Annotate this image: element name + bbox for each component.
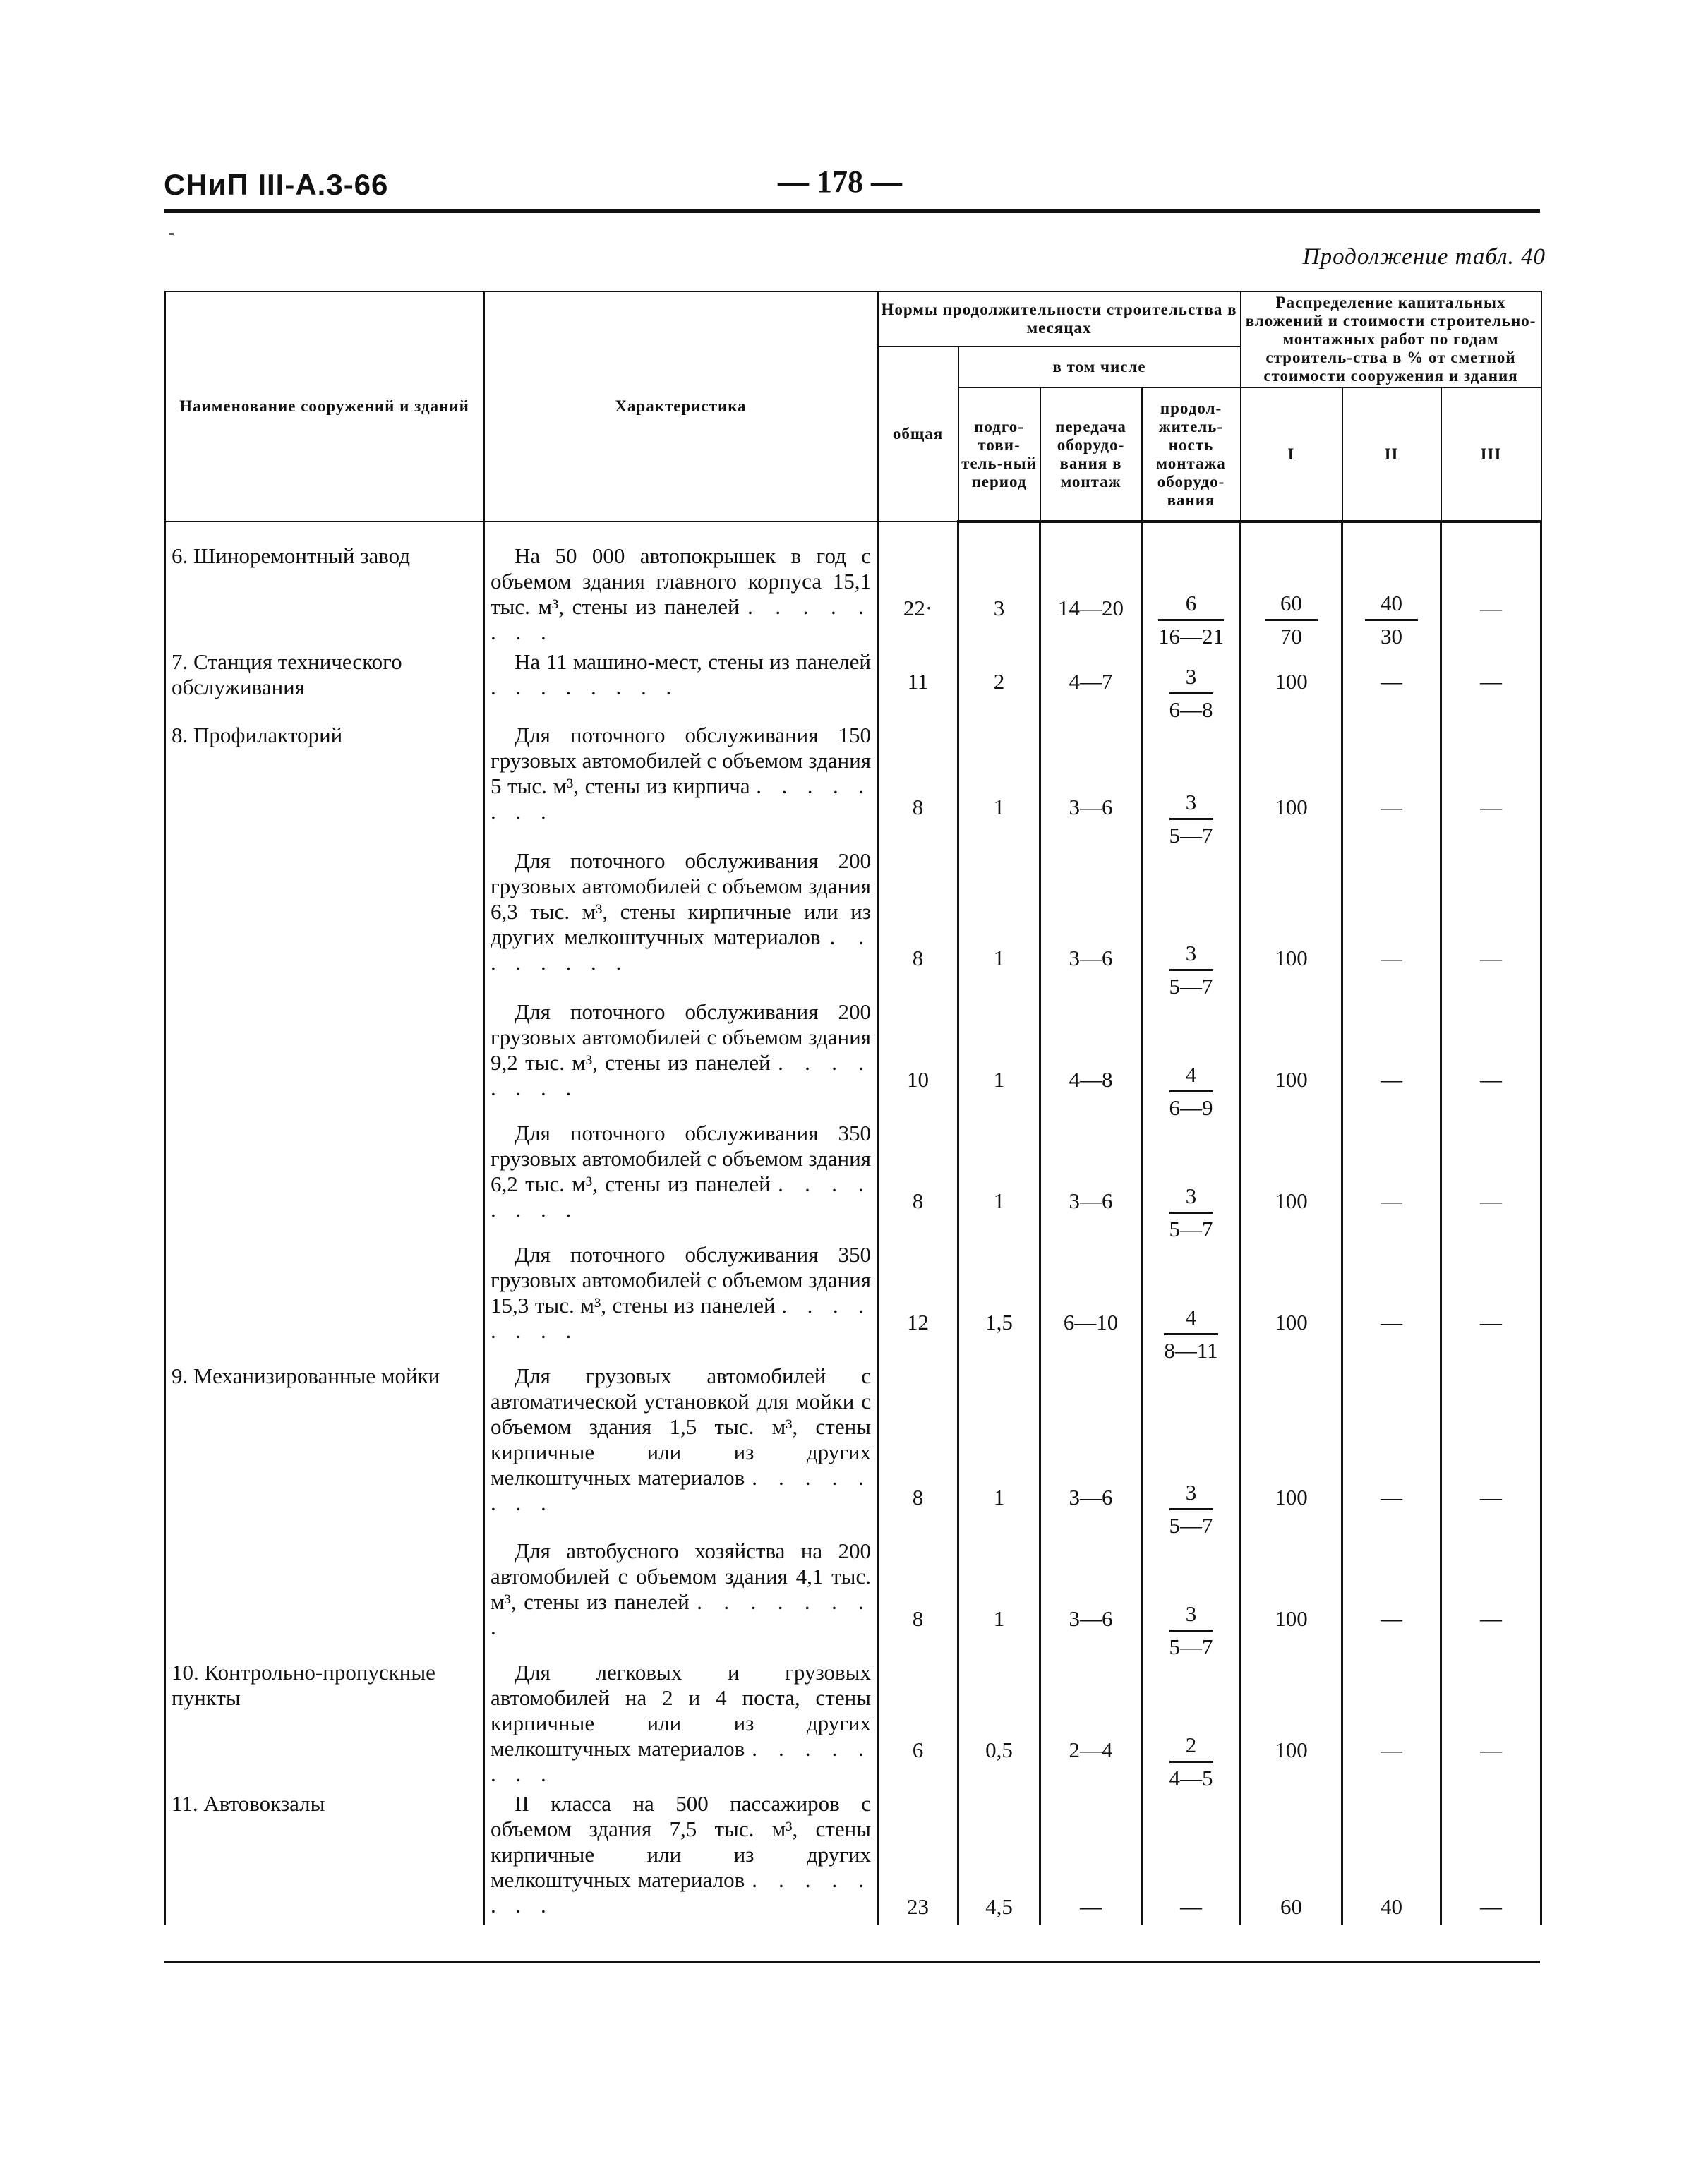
characteristic-body: Для поточного обслуживания 200 грузовых автомобилей с объемом здания 6,3 тыс. м³, стены кирпичные или из других мелкоштучных материалов	[491, 848, 871, 949]
cell-year-1-value: 100	[1275, 1485, 1308, 1510]
cell-install-duration	[1142, 1538, 1241, 1660]
fraction-denominator: 5—7	[1169, 1513, 1213, 1538]
leader-dots: . . . . . . . .	[491, 925, 872, 975]
header-total: общая	[878, 347, 958, 522]
table-row	[165, 1121, 1541, 1242]
cell-preparatory	[958, 1242, 1040, 1363]
cell-name	[165, 1538, 484, 1660]
document-code: СНиП III-А.3-66	[164, 168, 389, 201]
cell-install-duration	[1142, 848, 1241, 999]
leader-dots: . . . . . . . .	[491, 1867, 871, 1917]
cell-preparatory	[958, 848, 1040, 999]
cell-year-3-value: —	[1480, 1606, 1503, 1631]
cell-year-1-value: 60	[1280, 1894, 1303, 1919]
header-distribution-group: Распределение капитальных вложений и стоимости строительно-монтажных работ по годам строитель-ства в % от сметной стоимости сооружения и здания	[1241, 291, 1541, 387]
cell-transfer-value: 3—6	[1069, 1188, 1113, 1213]
cell-year-2-value: —	[1381, 1485, 1403, 1510]
cell-year-2	[1342, 1242, 1441, 1363]
cell-name	[165, 1363, 484, 1538]
page-header	[164, 161, 1540, 212]
leader-dots: . . . . . . . .	[491, 1736, 871, 1786]
cell-characteristic	[484, 522, 878, 649]
characteristic-text	[491, 999, 871, 1101]
cell-preparatory-value: 4,5	[985, 1894, 1013, 1919]
cell-install-duration	[1142, 522, 1241, 649]
cell-year-3	[1441, 1121, 1541, 1242]
characteristic-body: Для легковых и грузовых автомобилей на 2 и 4 поста, стены кирпичные или из других мелкоштучных материалов	[491, 1660, 871, 1761]
cell-install-duration	[1142, 1660, 1241, 1791]
cell-year-2	[1342, 1538, 1441, 1660]
header-install-duration: продол-житель-ность монтажа оборудо-вания	[1142, 387, 1241, 522]
cell-characteristic	[484, 723, 878, 848]
cell-transfer-value: 14—20	[1058, 596, 1124, 620]
header-year-2: II	[1342, 387, 1441, 522]
cell-preparatory	[958, 999, 1040, 1121]
structure-name: 11. Автовокзалы	[172, 1791, 325, 1816]
cell-total-value: 22·	[903, 596, 933, 620]
cell-transfer-value: 3—6	[1069, 946, 1113, 970]
fraction-denominator: 6—9	[1169, 1095, 1213, 1120]
fraction-numerator: 3	[1169, 941, 1213, 971]
fraction-denominator: 6—8	[1169, 697, 1213, 722]
cell-preparatory	[958, 1538, 1040, 1660]
cell-transfer-value: 4—7	[1069, 669, 1113, 694]
cell-preparatory-value: 1	[993, 946, 1005, 970]
characteristic-body: На 11 машино-мест, стены из панелей	[515, 649, 871, 674]
cell-characteristic	[484, 848, 878, 999]
cell-name	[165, 1791, 484, 1925]
characteristic-body: Для поточного обслуживания 200 грузовых автомобилей с объемом здания 9,2 тыс. м³, стены из панелей	[491, 999, 871, 1075]
fraction	[1169, 941, 1213, 999]
cell-year-3-value: —	[1480, 1738, 1503, 1762]
header-year-1: I	[1241, 387, 1342, 522]
cell-preparatory	[958, 649, 1040, 723]
cell-characteristic	[484, 1660, 878, 1791]
cell-name	[165, 1242, 484, 1363]
cell-characteristic	[484, 1363, 878, 1538]
fraction-numerator: 3	[1169, 1601, 1213, 1632]
table-row	[165, 1242, 1541, 1363]
cell-year-1	[1241, 1242, 1342, 1363]
cell-install-duration	[1142, 1121, 1241, 1242]
cell-transfer-value: 4—8	[1069, 1067, 1113, 1092]
cell-install-duration	[1142, 999, 1241, 1121]
characteristic-body: Для поточного обслуживания 150 грузовых автомобилей с объемом здания 5 тыс. м³, стены из кирпича	[491, 723, 871, 798]
fraction	[1169, 1601, 1213, 1660]
cell-year-3-value: —	[1480, 669, 1503, 694]
cell-year-1	[1241, 1660, 1342, 1791]
cell-year-2-value: —	[1381, 1067, 1403, 1092]
cell-preparatory-value: 2	[993, 669, 1005, 694]
header-including: в том числе	[958, 347, 1241, 387]
fraction-numerator: 6	[1158, 591, 1224, 621]
characteristic-body: Для поточного обслуживания 350 грузовых автомобилей с объемом здания 15,3 тыс. м³, стены из панелей	[491, 1242, 871, 1318]
cell-preparatory	[958, 1121, 1040, 1242]
fraction	[1169, 664, 1213, 723]
header-name: Наименование сооружений и зданий	[165, 291, 484, 522]
fraction-numerator: 3	[1169, 1184, 1213, 1214]
cell-year-3-value: —	[1480, 1067, 1503, 1092]
cell-characteristic	[484, 649, 878, 723]
table-row	[165, 1791, 1541, 1925]
cell-total-value: 23	[907, 1894, 929, 1919]
cell-install-duration	[1142, 1242, 1241, 1363]
fraction-denominator: 5—7	[1169, 974, 1213, 999]
fraction-denominator: 5—7	[1169, 1217, 1213, 1241]
characteristic-body: На 50 000 автопокрышек в год с объемом здания главного корпуса 15,1 тыс. м³, стены из панелей	[491, 543, 871, 619]
cell-characteristic	[484, 1121, 878, 1242]
fraction-denominator: 8—11	[1164, 1338, 1218, 1363]
cell-year-2	[1342, 1121, 1441, 1242]
characteristic-text	[491, 723, 871, 824]
leader-dots: . . . . . . . .	[491, 1293, 872, 1343]
cell-year-1	[1241, 999, 1342, 1121]
table-row	[165, 649, 1541, 723]
cell-year-1	[1241, 1363, 1342, 1538]
cell-total-value: 11	[907, 669, 929, 694]
characteristic-text	[491, 1791, 871, 1918]
cell-preparatory-value: 1,5	[985, 1310, 1013, 1335]
fraction	[1365, 591, 1418, 649]
cell-year-1	[1241, 1121, 1342, 1242]
cell-preparatory	[958, 1363, 1040, 1538]
cell-year-3	[1441, 1538, 1541, 1660]
characteristic-body: Для автобусного хозяйства на 200 автомобилей с объемом здания 4,1 тыс. м³, стены из панелей	[491, 1538, 871, 1614]
cell-install-duration	[1142, 1363, 1241, 1538]
characteristic-text	[491, 1538, 871, 1640]
cell-preparatory	[958, 1660, 1040, 1791]
fraction-numerator: 3	[1169, 1480, 1213, 1510]
cell-name	[165, 522, 484, 649]
cell-year-1-value: 100	[1275, 795, 1308, 819]
cell-year-3	[1441, 723, 1541, 848]
cell-year-2	[1342, 522, 1441, 649]
leader-dots: . . . . . . . .	[491, 675, 679, 699]
cell-preparatory-value: 1	[993, 1188, 1005, 1213]
cell-transfer	[1040, 1363, 1142, 1538]
cell-characteristic	[484, 1242, 878, 1363]
header-norms-group: Нормы продолжительности строительства в месяцах	[878, 291, 1241, 347]
cell-preparatory-value: 1	[993, 1606, 1005, 1631]
cell-year-2-value: —	[1381, 795, 1403, 819]
cell-install-duration	[1142, 1791, 1241, 1925]
cell-transfer	[1040, 1242, 1142, 1363]
cell-total-value: 12	[907, 1310, 929, 1335]
cell-transfer-value: 3—6	[1069, 1485, 1113, 1510]
characteristic-text	[491, 848, 871, 975]
cell-year-1-value: 100	[1275, 1067, 1308, 1092]
cell-year-1-value: 100	[1275, 669, 1308, 694]
characteristic-body: II класса на 500 пассажиров с объемом здания 7,5 тыс. м³, стены кирпичные или из других мелкоштучных материалов	[491, 1791, 871, 1892]
cell-transfer-value: 2—4	[1069, 1738, 1113, 1762]
fraction	[1169, 1480, 1213, 1538]
cell-transfer-value: 6—10	[1063, 1310, 1119, 1335]
fraction-denominator: 70	[1280, 624, 1303, 649]
construction-norms-table	[164, 291, 1542, 1925]
fraction	[1169, 790, 1213, 848]
header-year-3: III	[1441, 387, 1541, 522]
page-number: — 178 —	[778, 164, 902, 199]
cell-year-1-value: 100	[1275, 1310, 1308, 1335]
table-bottom-rule	[164, 1961, 1540, 1963]
cell-year-2	[1342, 723, 1441, 848]
cell-total-value: 8	[912, 795, 924, 819]
speck	[169, 233, 174, 235]
cell-transfer	[1040, 1791, 1142, 1925]
cell-total-value: 8	[912, 1188, 924, 1213]
cell-preparatory-value: 0,5	[985, 1738, 1013, 1762]
cell-total-value: 8	[912, 1485, 924, 1510]
cell-year-1	[1241, 1791, 1342, 1925]
cell-year-2	[1342, 848, 1441, 999]
cell-year-1	[1241, 723, 1342, 848]
structure-name: 7. Станция технического обслуживания	[172, 649, 402, 699]
table-row	[165, 1660, 1541, 1791]
cell-total	[878, 1791, 958, 1925]
fraction-numerator: 3	[1169, 664, 1213, 694]
cell-year-3-value: —	[1480, 946, 1503, 970]
cell-year-2-value: —	[1381, 1310, 1403, 1335]
cell-year-1	[1241, 1538, 1342, 1660]
cell-total	[878, 649, 958, 723]
cell-year-3-value: —	[1480, 596, 1503, 620]
cell-transfer	[1040, 1660, 1142, 1791]
structure-name: 9. Механизированные мойки	[172, 1363, 440, 1388]
cell-transfer	[1040, 999, 1142, 1121]
cell-year-3	[1441, 522, 1541, 649]
fraction-denominator: 30	[1381, 624, 1403, 649]
cell-preparatory-value: 1	[993, 1067, 1005, 1092]
header-characteristic: Характеристика	[484, 291, 878, 522]
cell-characteristic	[484, 1791, 878, 1925]
fraction	[1158, 591, 1224, 649]
characteristic-text	[491, 1121, 871, 1222]
cell-year-2	[1342, 649, 1441, 723]
cell-preparatory	[958, 522, 1040, 649]
table-row	[165, 522, 1541, 649]
cell-total	[878, 1363, 958, 1538]
characteristic-text	[491, 1363, 871, 1516]
cell-transfer	[1040, 848, 1142, 999]
fraction-denominator: 16—21	[1158, 624, 1225, 649]
cell-year-3	[1441, 1363, 1541, 1538]
cell-year-1-value: 100	[1275, 1606, 1308, 1631]
fraction	[1169, 1062, 1213, 1121]
cell-transfer-value: 3—6	[1069, 1606, 1113, 1631]
cell-preparatory	[958, 1791, 1040, 1925]
cell-total-value: 10	[907, 1067, 929, 1092]
cell-year-3-value: —	[1480, 795, 1503, 819]
cell-year-1-value: 100	[1275, 1188, 1308, 1213]
cell-year-3-value: —	[1480, 1188, 1503, 1213]
cell-year-2-value: —	[1381, 669, 1403, 694]
cell-characteristic	[484, 999, 878, 1121]
cell-name	[165, 1121, 484, 1242]
table-caption: Продолжение табл. 40	[1302, 244, 1546, 270]
fraction	[1164, 1305, 1217, 1363]
cell-total	[878, 522, 958, 649]
cell-year-3-value: —	[1480, 1310, 1503, 1335]
cell-characteristic	[484, 1538, 878, 1660]
table-body	[165, 522, 1541, 1925]
cell-transfer	[1040, 1121, 1142, 1242]
cell-preparatory-value: 1	[993, 1485, 1005, 1510]
cell-year-3	[1441, 1660, 1541, 1791]
characteristic-body: Для поточного обслуживания 350 грузовых автомобилей с объемом здания 6,2 тыс. м³, стены из панелей	[491, 1121, 871, 1196]
cell-preparatory	[958, 723, 1040, 848]
cell-year-3	[1441, 1242, 1541, 1363]
cell-year-3-value: —	[1480, 1485, 1503, 1510]
cell-transfer	[1040, 522, 1142, 649]
cell-year-2-value: —	[1381, 1606, 1403, 1631]
fraction-numerator: 3	[1169, 790, 1213, 820]
leader-dots: . . . . . . . .	[491, 1050, 872, 1100]
cell-total	[878, 723, 958, 848]
leader-dots: . . . . . . . .	[491, 1465, 871, 1515]
cell-total-value: 8	[912, 946, 924, 970]
cell-year-2	[1342, 1791, 1441, 1925]
cell-year-2-value: —	[1381, 1188, 1403, 1213]
cell-year-3	[1441, 848, 1541, 999]
cell-year-2	[1342, 999, 1441, 1121]
cell-transfer-value: —	[1080, 1894, 1102, 1919]
table-row	[165, 999, 1541, 1121]
leader-dots: . . . . . . . .	[491, 1172, 872, 1222]
cell-total	[878, 1121, 958, 1242]
cell-year-3-value: —	[1480, 1894, 1503, 1919]
table-row	[165, 1363, 1541, 1538]
cell-total	[878, 1538, 958, 1660]
fraction-denominator: 5—7	[1169, 1634, 1213, 1659]
cell-year-1-value: 100	[1275, 946, 1308, 970]
cell-transfer-value: 3—6	[1069, 795, 1113, 819]
cell-name	[165, 1660, 484, 1791]
header-transfer: передача оборудо-вания в монтаж	[1040, 387, 1142, 522]
fraction-numerator: 4	[1164, 1305, 1217, 1335]
cell-preparatory-value: 3	[993, 596, 1005, 620]
table-row	[165, 723, 1541, 848]
cell-install-duration-value: —	[1180, 1894, 1203, 1919]
cell-total-value: 8	[912, 1606, 924, 1631]
cell-preparatory-value: 1	[993, 795, 1005, 819]
leader-dots: . . . . . . . .	[491, 594, 872, 644]
cell-transfer	[1040, 1538, 1142, 1660]
structure-name: 10. Контрольно-пропускные пункты	[172, 1660, 435, 1710]
cell-name	[165, 848, 484, 999]
cell-year-2	[1342, 1363, 1441, 1538]
cell-transfer	[1040, 723, 1142, 848]
leader-dots: . . . . . . . .	[491, 1589, 872, 1639]
cell-install-duration	[1142, 649, 1241, 723]
characteristic-text	[491, 1242, 871, 1344]
structure-name: 6. Шиноремонтный завод	[172, 543, 411, 568]
cell-total	[878, 1242, 958, 1363]
structure-name: 8. Профилакторий	[172, 723, 343, 747]
cell-year-1	[1241, 848, 1342, 999]
characteristic-text	[491, 543, 871, 645]
table-row	[165, 1538, 1541, 1660]
cell-transfer	[1040, 649, 1142, 723]
characteristic-body: Для грузовых автомобилей с автоматической установкой для мойки с объемом здания 1,5 тыс. м³, стены кирпичные или из других мелкоштучных материалов	[491, 1363, 871, 1490]
cell-year-2-value: —	[1381, 946, 1403, 970]
cell-total	[878, 999, 958, 1121]
cell-name	[165, 649, 484, 723]
fraction	[1169, 1184, 1213, 1242]
cell-name	[165, 999, 484, 1121]
fraction-numerator: 40	[1365, 591, 1418, 621]
table-row	[165, 848, 1541, 999]
cell-year-2-value: 40	[1381, 1894, 1403, 1919]
fraction	[1169, 1733, 1213, 1791]
cell-year-1	[1241, 649, 1342, 723]
header-preparatory: подго-тови-тель-ный период	[958, 387, 1040, 522]
cell-year-3	[1441, 1791, 1541, 1925]
cell-year-3	[1441, 649, 1541, 723]
cell-year-2-value: —	[1381, 1738, 1403, 1762]
header-rule	[164, 209, 1540, 213]
fraction-numerator: 60	[1265, 591, 1318, 621]
cell-year-1-value: 100	[1275, 1738, 1308, 1762]
cell-total	[878, 848, 958, 999]
leader-dots: . . . . . . . .	[491, 773, 872, 824]
cell-install-duration	[1142, 723, 1241, 848]
characteristic-text	[491, 1660, 871, 1787]
cell-name	[165, 723, 484, 848]
cell-year-3	[1441, 999, 1541, 1121]
cell-total-value: 6	[912, 1738, 924, 1762]
fraction-numerator: 2	[1169, 1733, 1213, 1763]
cell-year-1	[1241, 522, 1342, 649]
fraction	[1265, 591, 1318, 649]
cell-total	[878, 1660, 958, 1791]
characteristic-text	[491, 649, 871, 700]
fraction-denominator: 5—7	[1169, 823, 1213, 848]
fraction-numerator: 4	[1169, 1062, 1213, 1092]
cell-year-2	[1342, 1660, 1441, 1791]
fraction-denominator: 4—5	[1169, 1766, 1213, 1790]
